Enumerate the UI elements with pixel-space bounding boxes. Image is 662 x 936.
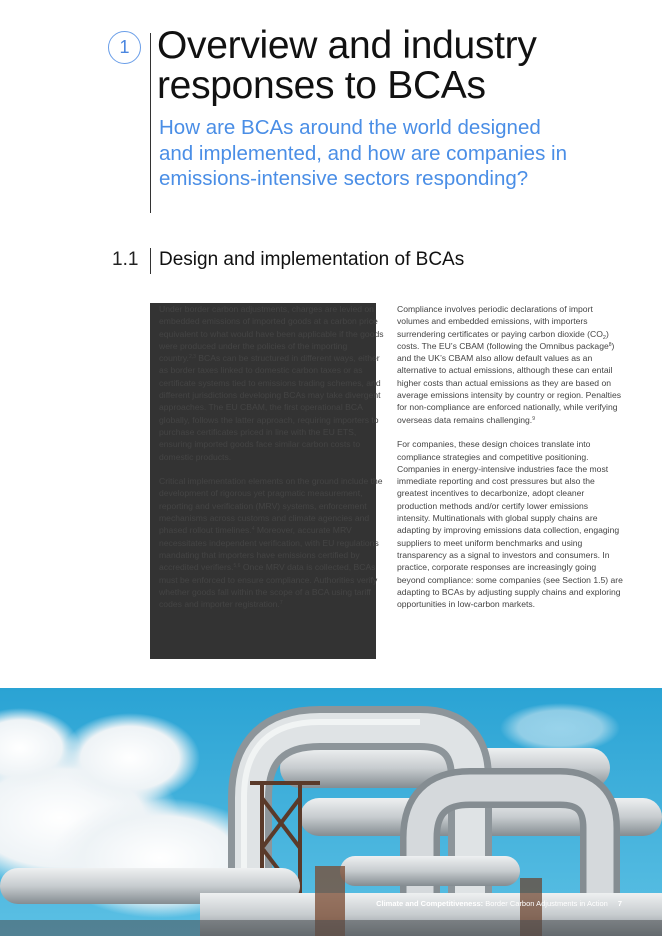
- section-number: 1.1: [112, 249, 139, 270]
- page-title: Overview and industry responses to BCAs: [157, 24, 537, 107]
- footer-report-subtitle: Border Carbon Adjustments in Action: [483, 899, 608, 908]
- body-column-right: [397, 303, 623, 623]
- page-number: 7: [617, 899, 622, 908]
- footnote-ref: 2,3: [188, 354, 196, 361]
- paragraph: Critical implementation elements on the ground include the development of rigorous yet pragmatic measurement, reporting and verification (MRV) systems, enforcement mechanisms across customs and climate agencies and phased rollout timelines.$^4$ Moreover, accurate MRV necessitates independent verification, with EU regulations mandating that importers have emissions certified by accredited verifiers.$^{5,6}$ Once MRV data is collected, BCAs must be enforced to ensure compliance. Authorities verify whether goods fall within the scope of a BCA using tariff codes and importer registration.$^7$: [159, 476, 383, 610]
- industrial-pipes-photo: [0, 688, 662, 936]
- footer-report-title: Climate and Competitiveness:: [376, 899, 484, 908]
- footnote-ref: 7: [279, 600, 283, 607]
- section-title: Design and implementation of BCAs: [159, 249, 465, 270]
- section-divider: [150, 248, 151, 274]
- footnote-ref: 4: [251, 526, 255, 533]
- footnote-ref: 5,6: [233, 563, 241, 570]
- paragraph: Compliance involves periodic declarations of import volumes and embedded emissions, with importers surrendering certificates or paying carbon dioxide $(CO_2)$ costs. The EU’s CBAM (following the Omnibus package$^8$) and the UK’s CBAM also allow default values as an alternative to actual emissions, although these can entail higher costs than actual emissions as they are based on average emissions intensity by country or region. Penalties for non-compliance are enforced nationally, while verifying overseas data remains challenging.$^9$: [397, 304, 622, 425]
- chapter-number-badge: [108, 31, 141, 64]
- chapter-subtitle: How are BCAs around the world designed and implemented, and how are companies in emissions-intensive sectors responding?: [159, 116, 567, 190]
- page-footer: [376, 899, 622, 908]
- subscript: 2: [602, 334, 606, 341]
- title-divider: [150, 33, 151, 213]
- paragraph: For companies, these design choices translate into compliance strategies and competitive positioning. Companies in energy-intensive industries face the most immediate reporting and cost pressures but also the greatest incentives to decarbonize, adopt cleaner production methods and/or certify lower emissions intensity. Multinationals with global supply chains are adapting by improving emissions data collection, engaging suppliers to meet uniform benchmarks and using transparency as a signal to investors and consumers. In practice, corporate responses are increasingly going beyond compliance: some companies (see Section 1.5) are adapting to BCAs by adjusting supply chains and exploring opportunities in low-carbon markets.: [397, 439, 623, 610]
- footnote-ref: 9: [532, 415, 535, 422]
- body-column-left: [159, 303, 385, 623]
- chapter-number: 1: [119, 37, 130, 57]
- footnote-ref: 8: [608, 341, 612, 348]
- paragraph: Under border carbon adjustments, charges are levied on embedded emissions of imported goods at a carbon price equivalent to what would have been applicable if the goods were produced under the policies of the importing country.$^{2,3}$ BCAs can be structured in different ways, either as border taxes linked to domestic carbon taxes or as certificate systems tied to emissions trading schemes, and different jurisdictions developing BCAs may take divergent approaches. The EU CBAM, the first operational BCA globally, follows the latter approach, requiring importers to purchase certificates priced in line with the EU ETS, ensuring imported goods face similar carbon costs to domestic products.: [159, 304, 384, 462]
